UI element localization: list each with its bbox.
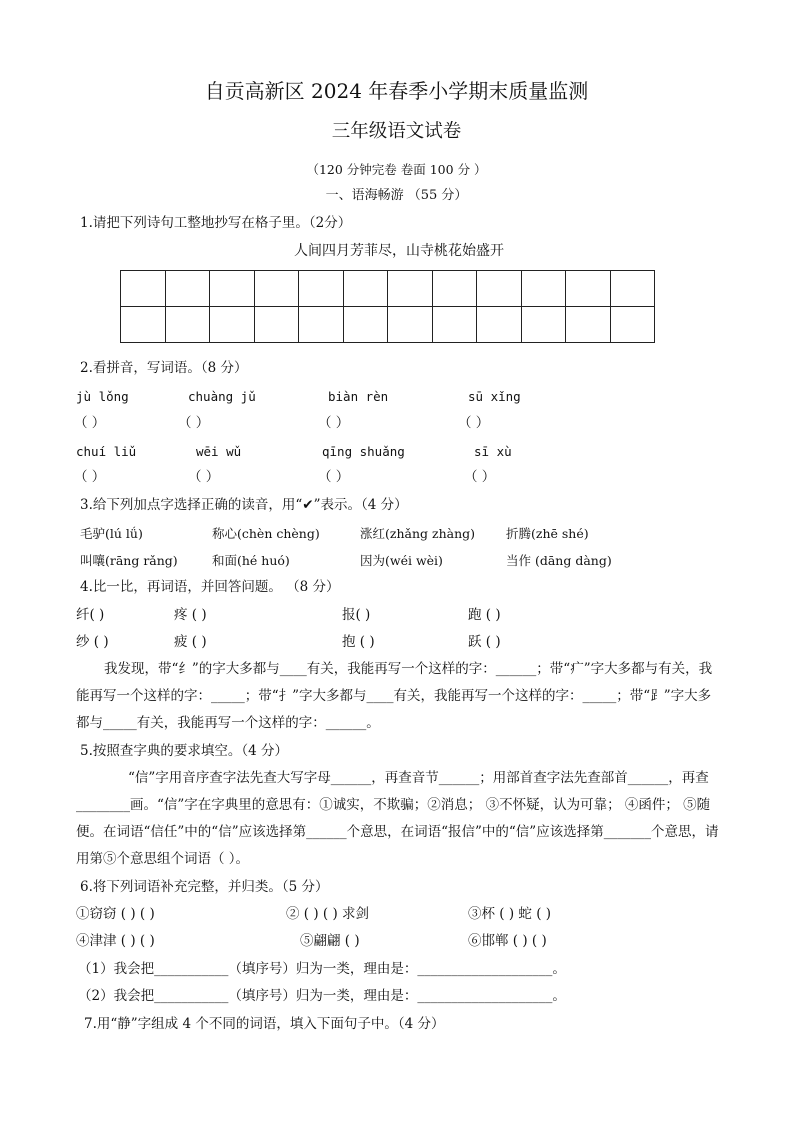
grid-cell[interactable]	[566, 307, 611, 343]
q1-poem: 人间四月芳菲尽，山寺桃花始盛开	[294, 243, 504, 259]
grid-cell[interactable]	[121, 271, 166, 307]
answer-paren[interactable]: （ ）	[178, 415, 210, 431]
q1-prompt: 1.请把下列诗句工整地抄写在格子里。（2分）	[80, 215, 352, 231]
pinyin-label: jù lǒng	[76, 389, 129, 404]
compare-char[interactable]: 纤( )	[76, 607, 105, 623]
grid-cell[interactable]	[477, 307, 522, 343]
compare-char[interactable]: 报( )	[342, 607, 371, 623]
compare-char[interactable]: 疲 ( )	[174, 634, 207, 650]
answer-paren[interactable]: （ ）	[188, 469, 220, 485]
q5-prompt: 5.按照查字典的要求填空。（4 分）	[80, 743, 289, 759]
grid-cell[interactable]	[299, 307, 344, 343]
pinyin-label: qīng shuǎng	[322, 444, 405, 459]
pinyin-label: sī xù	[474, 444, 512, 459]
compare-char[interactable]: 跃 ( )	[468, 634, 501, 650]
answer-paren[interactable]: （ ）	[74, 469, 106, 485]
grid-cell[interactable]	[254, 271, 299, 307]
grid-cell[interactable]	[165, 307, 210, 343]
grid-cell[interactable]	[521, 271, 566, 307]
exam-title: 自贡高新区 2024 年春季小学期末质量监测	[204, 79, 589, 103]
grid-cell[interactable]	[432, 271, 477, 307]
reading-option[interactable]: 和面(hé huó)	[212, 553, 290, 568]
pinyin-label: biàn rèn	[328, 389, 389, 404]
idiom-item[interactable]: ③杯 ( ) 蛇 ( )	[468, 906, 552, 922]
answer-paren[interactable]: （ ）	[464, 469, 496, 485]
answer-paren[interactable]: （ ）	[318, 469, 350, 485]
reading-option[interactable]: 毛驴(lú lǘ)	[80, 526, 143, 541]
grid-cell[interactable]	[388, 271, 433, 307]
grid-cell[interactable]	[121, 307, 166, 343]
q3-prompt: 3.给下列加点字选择正确的读音，用“✔”表示。（4 分）	[80, 497, 408, 513]
grid-cell[interactable]	[610, 271, 655, 307]
q6-sub2[interactable]: （2）我会把___________（填序号）归为一类，理由是：____________________。	[78, 988, 566, 1004]
grid-cell[interactable]	[165, 271, 210, 307]
reading-option[interactable]: 称心(chèn chèng)	[212, 526, 320, 541]
compare-char[interactable]: 纱 ( )	[76, 634, 109, 650]
reading-option[interactable]: 因为(wéi wèi)	[360, 553, 443, 568]
grid-cell[interactable]	[299, 271, 344, 307]
answer-paren[interactable]: （ ）	[458, 415, 490, 431]
pinyin-label: sū xǐng	[468, 389, 521, 404]
idiom-item[interactable]: ④津津 ( ) ( )	[76, 933, 155, 949]
q6-sub1[interactable]: （1）我会把___________（填序号）归为一类，理由是：____________________。	[78, 961, 566, 977]
reading-option[interactable]: 叫嚷(rāng rǎng)	[80, 553, 178, 568]
answer-paren[interactable]: （ ）	[318, 415, 350, 431]
q4-paragraph: 我发现，带“纟”的字大多都与____有关，我能再写一个这样的字：______；带“疒”字大多都与有关，我能再写一个这样的字：_____；带“扌”字大多都与____有关，我能再写一个这样的字：_____；带“⻊”字大多都与_____有关，我能再写一个这样的字：______。	[76, 661, 713, 731]
compare-char[interactable]: 跑 ( )	[468, 607, 501, 623]
q5-paragraph: “信”字用音序查字法先查大写字母______，再查音节______；用部首查字法先查部首______，再查________画。“信”字在字典里的意思有：①诚实，不欺骗；②消息； ③不怀疑，认为可靠； ④函件； ⑤随便。在词语“信任”中的“信”应该选择第______个意思，在词语“报信”中的“信”应该选择第_______个意思，请用第⑤个意思组个词语（ ）。	[76, 770, 719, 867]
grid-cell[interactable]	[254, 307, 299, 343]
compare-char[interactable]: 抱 ( )	[342, 634, 375, 650]
compare-char[interactable]: 疼 ( )	[174, 607, 207, 623]
reading-option[interactable]: 折腾(zhē shé)	[506, 526, 589, 541]
idiom-item[interactable]: ⑤翩翩 ( )	[300, 933, 360, 949]
idiom-item[interactable]: ② ( ) ( ) 求剑	[286, 906, 370, 922]
idiom-item[interactable]: ①窃窃 ( ) ( )	[76, 906, 155, 922]
q6-prompt: 6.将下列词语补充完整，并归类。（5 分）	[80, 879, 329, 895]
answer-paren[interactable]: （ ）	[74, 415, 106, 431]
grid-cell[interactable]	[610, 307, 655, 343]
writing-grid[interactable]	[120, 270, 655, 343]
q4-prompt: 4.比一比，再词语，并回答问题。 （8 分）	[80, 579, 340, 595]
grid-cell[interactable]	[210, 271, 255, 307]
q7-prompt: 7.用“静”字组成 4 个不同的词语，填入下面句子中。（4 分）	[84, 1016, 445, 1032]
reading-option[interactable]: 涨红(zhǎng zhàng)	[360, 526, 476, 541]
grid-cell[interactable]	[388, 307, 433, 343]
section-heading: 一、语海畅游 （55 分）	[325, 188, 468, 203]
grid-cell[interactable]	[521, 307, 566, 343]
exam-note: （120 分钟完卷 卷面 100 分 ）	[306, 162, 487, 177]
pinyin-label: chuàng jǔ	[188, 389, 256, 404]
grid-cell[interactable]	[343, 307, 388, 343]
idiom-item[interactable]: ⑥邯郸 ( ) ( )	[468, 933, 547, 949]
grid-cell[interactable]	[210, 307, 255, 343]
grid-cell[interactable]	[477, 271, 522, 307]
reading-option[interactable]: 当作 (dāng dàng)	[506, 553, 612, 568]
grid-cell[interactable]	[432, 307, 477, 343]
q2-prompt: 2.看拼音，写词语。（8 分）	[80, 360, 248, 376]
exam-subtitle: 三年级语文试卷	[331, 121, 462, 142]
grid-cell[interactable]	[343, 271, 388, 307]
grid-cell[interactable]	[566, 271, 611, 307]
pinyin-label: chuí liǔ	[76, 444, 137, 459]
pinyin-label: wēi wǔ	[196, 444, 242, 459]
